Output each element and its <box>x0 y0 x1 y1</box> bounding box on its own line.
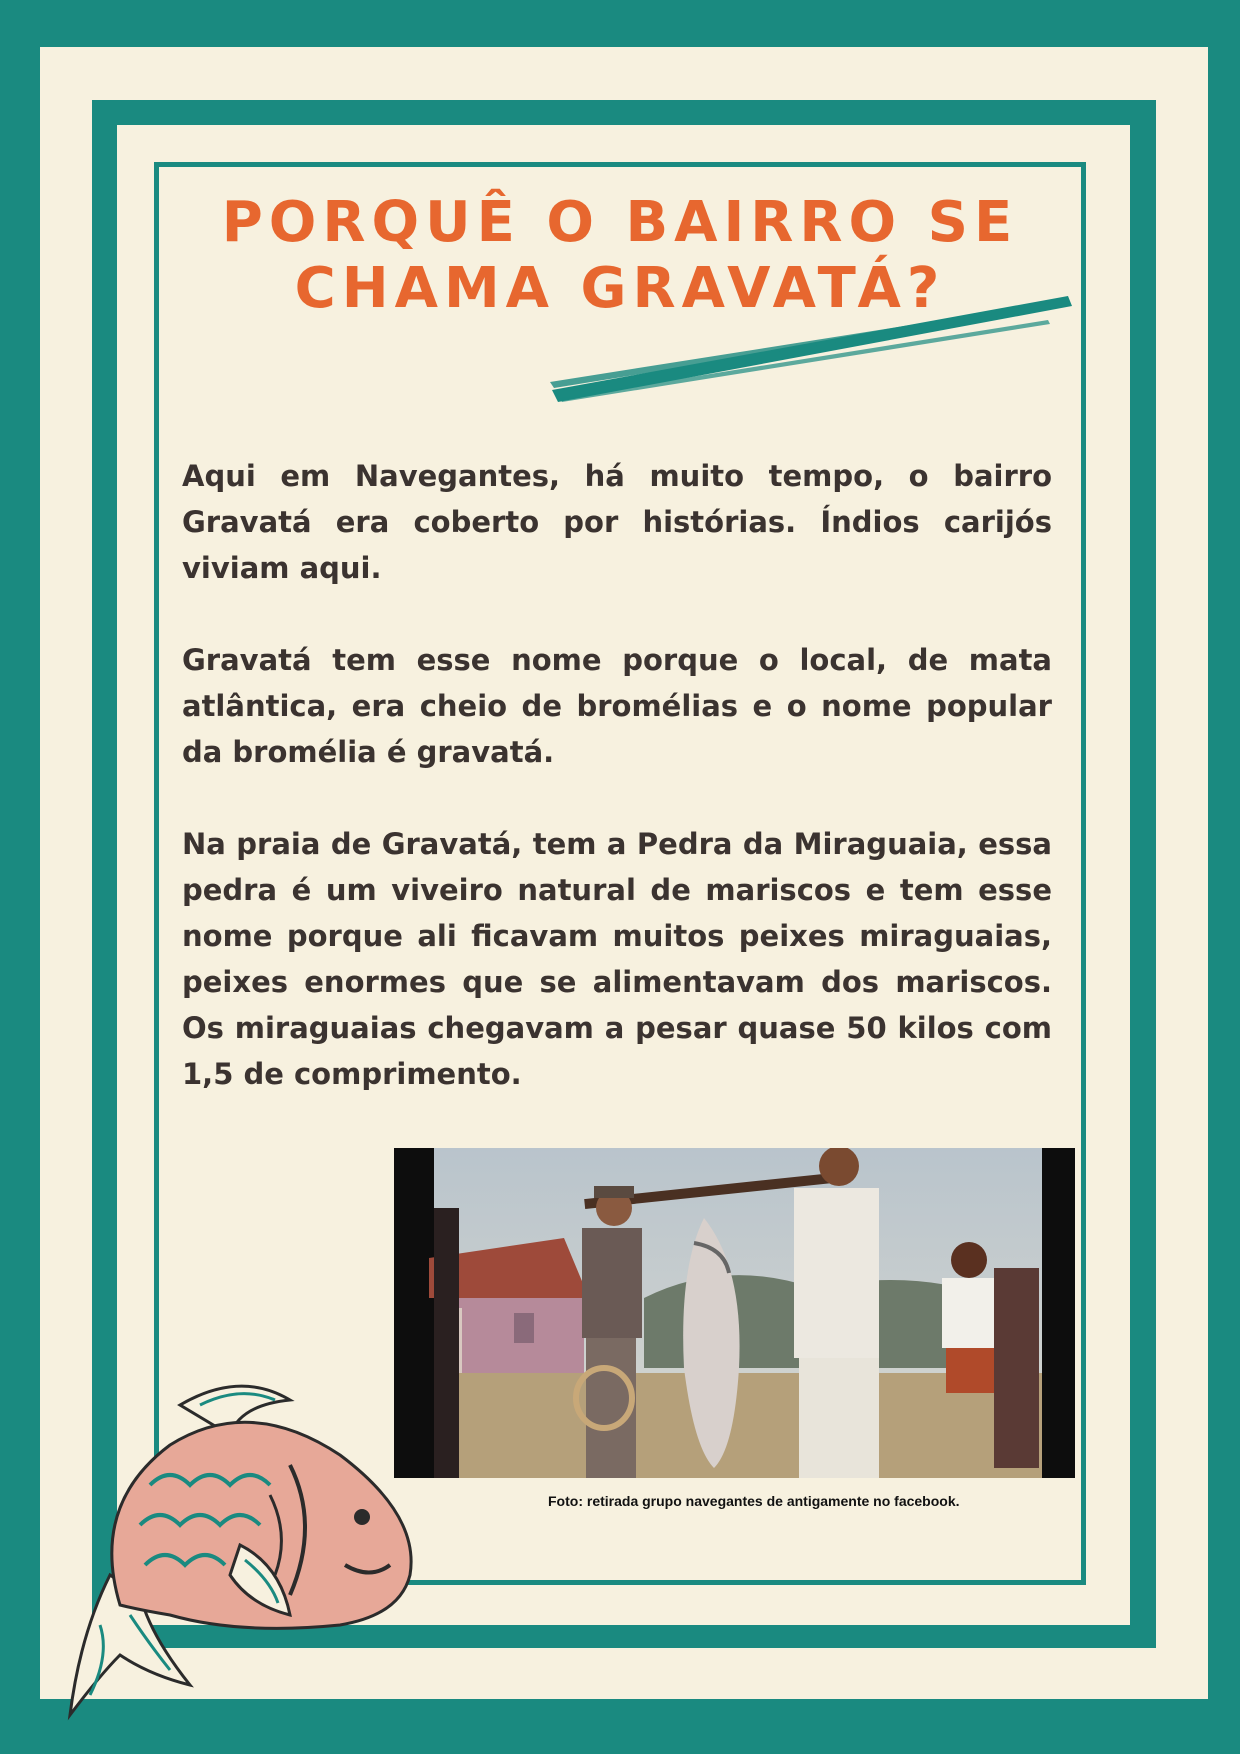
title-line-1: PORQUÊ O BAIRRO SE <box>221 190 1019 255</box>
brush-stroke-underline <box>548 290 1078 410</box>
paragraph-1: Aqui em Navegantes, há muito tempo, o bairro Gravatá era coberto por histórias. Índios carijós viviam aqui. <box>182 459 1052 585</box>
photo-fishermen-with-miraguaia <box>394 1148 1075 1478</box>
historic-photo <box>394 1148 1075 1478</box>
fish-illustration <box>40 1375 420 1735</box>
title-line-2: CHAMA GRAVATÁ? <box>294 256 946 321</box>
article-body <box>182 453 1052 1143</box>
paragraph-3: Na praia de Gravatá, tem a Pedra da Miraguaia, essa pedra é um viveiro natural de mariscos e tem esse nome porque ali ficavam muitos peixes miraguaias, peixes enormes que se alimentavam dos mariscos. Os miraguaias chegavam a pesar quase 50 kilos com 1,5 de comprimento. <box>182 827 1052 1091</box>
photo-caption: Foto: retirada grupo navegantes de antigamente no facebook. <box>548 1493 960 1509</box>
paragraph-2: Gravatá tem esse nome porque o local, de mata atlântica, era cheio de bromélias e o nome popular da bromélia é gravatá. <box>182 643 1052 769</box>
